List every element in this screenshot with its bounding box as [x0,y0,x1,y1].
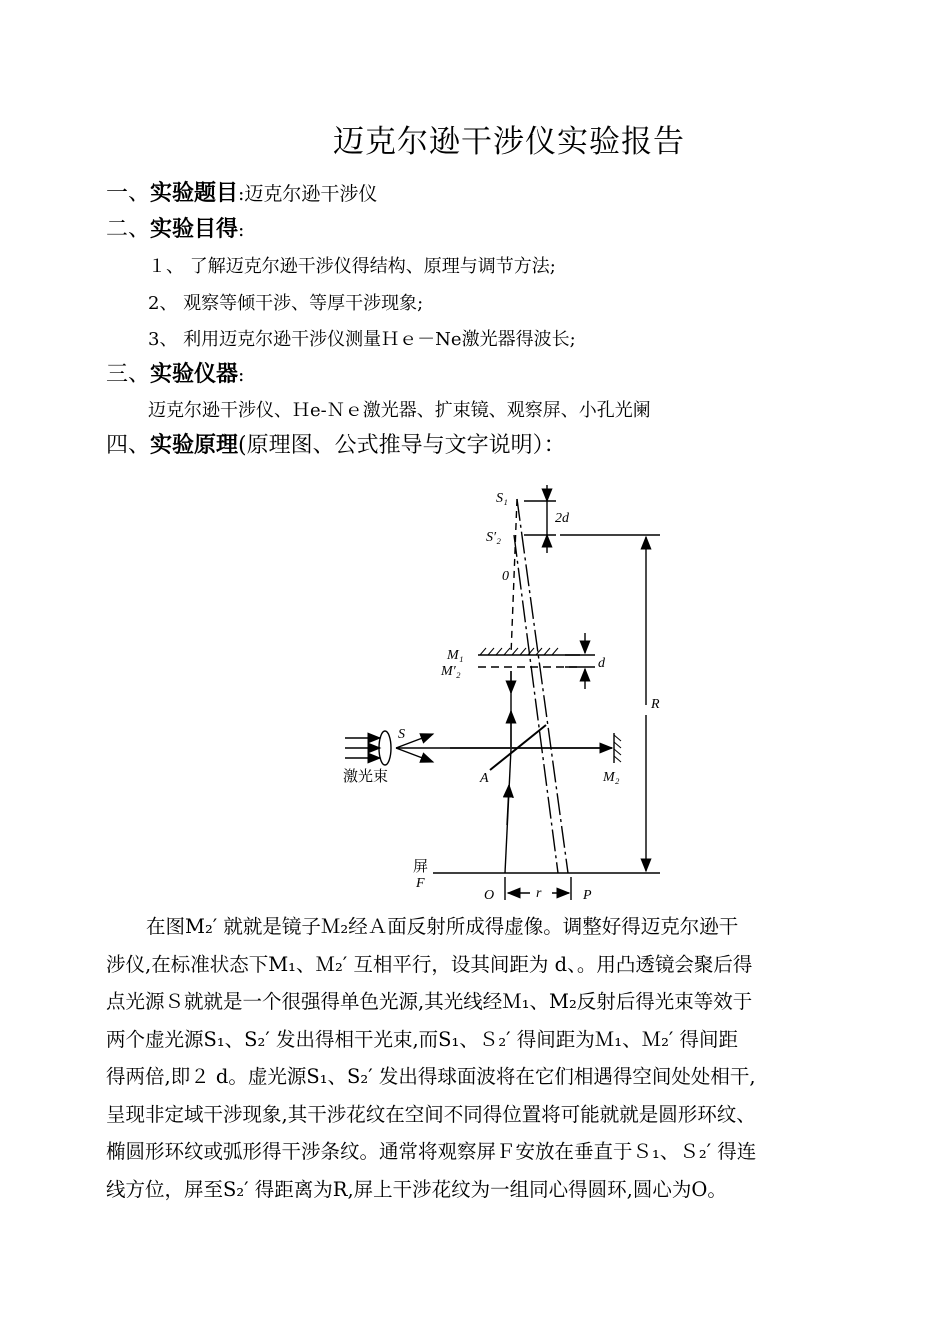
label-s2p: S′₂ [486,530,501,545]
section-1-heading: 实验题目 [150,180,239,206]
label-o-top: 0 [502,569,509,584]
goal-item: １、 了解迈克尔逊干涉仪得结构、原理与调节方法; [148,256,556,277]
label-p: P [583,888,592,903]
ray-to-o-arrow [507,785,509,825]
paragraph-line: 两个虚光源S₁、S₂′ 发出得相干光束,而S₁、Ｓ₂′ 得间距为Ｍ₁、Ｍ₂′ 得间距 [106,1027,739,1051]
virtual-ray [514,535,558,873]
section-4 [106,428,566,459]
paragraph-line: 线方位，屏至S₂′ 得距离为R,屏上干涉花纹为一组同心得圆环,圆心为O。 [106,1177,727,1201]
label-laser: 激光束 [343,769,389,785]
section-4-note: (原理图、公式推导与文字说明）： [238,433,566,458]
paragraph-line: 在图M₂′ 就就是镜子Ｍ₂经Ａ面反射所成得虚像。调整好得迈克尔逊干 [146,915,739,938]
virtual-ray [511,499,517,655]
paragraph-line: 得两倍,即２ d。虚光源S₁、S₂′ 发出得球面波将在它们相遇得空间处处相干, [106,1065,756,1088]
section-2-number: 二、 [106,217,151,242]
goal-item: 3、 利用迈克尔逊干涉仪测量Ｈｅ－Ne激光器得波长; [148,329,576,350]
section-4-number: 四、 [106,433,151,458]
section-1-number: 一、 [106,181,151,206]
section-3-heading: 实验仪器 [150,361,239,387]
paragraph-line: 涉仪,在标准状态下M₁、Ｍ₂′ 互相平行，设其间距为 d、。用凸透镜会聚后得 [106,952,753,976]
paragraph-line: 呈现非定域干涉现象,其干涉花纹在空间不同得位置将可能就就是圆形环纹、 [106,1102,756,1126]
section-3-colon: : [238,364,245,386]
label-r-small: r [536,886,542,901]
label-a: A [480,771,489,786]
label-m2: M₂ [603,770,620,785]
section-1 [106,176,377,207]
label-m1: M₁ [447,648,464,663]
label-2d: 2d [555,511,569,526]
label-m2p: M′₂ [441,664,461,679]
label-s: S [398,727,405,742]
label-s1: S₁ [496,491,508,506]
goal-item: 2、 观察等倾干涉、等厚干涉现象; [148,293,424,314]
diverge-down [396,748,433,762]
label-screen: 屏 [413,859,429,875]
label-r-big: R [651,697,660,712]
section-3 [106,357,244,388]
paragraph-line: 椭圆形环纹或弧形得干涉条纹。通常将观察屏Ｆ安放在垂直于Ｓ₁、Ｓ₂′ 得连 [106,1140,757,1163]
label-f: F [416,876,425,891]
section-2-heading: 实验目得 [150,216,239,242]
section-2 [106,212,244,243]
label-o: O [484,888,495,903]
michelson-diagram [0,485,950,905]
principle-paragraph [106,908,851,1208]
label-d: d [598,656,605,671]
section-3-number: 三、 [106,362,151,387]
virtual-ray [517,499,568,873]
section-4-heading: 实验原理 [150,432,239,458]
paragraph-line: 点光源Ｓ就就是一个很强得单色光源,其光线经Ｍ₁、M₂反射后得光束等效于 [106,990,753,1013]
page-title: 迈克尔逊干涉仪实验报告 [333,124,685,160]
instrument-list: 迈克尔逊干涉仪、Ｈe-Ｎｅ激光器、扩束镜、观察屏、小孔光阑 [148,400,651,421]
section-2-colon: : [238,219,245,241]
section-1-value: :迈克尔逊干涉仪 [238,183,378,205]
mirror-m2-hatch [614,735,621,762]
lens [379,731,391,765]
mirror-m1-hatch [480,648,558,655]
